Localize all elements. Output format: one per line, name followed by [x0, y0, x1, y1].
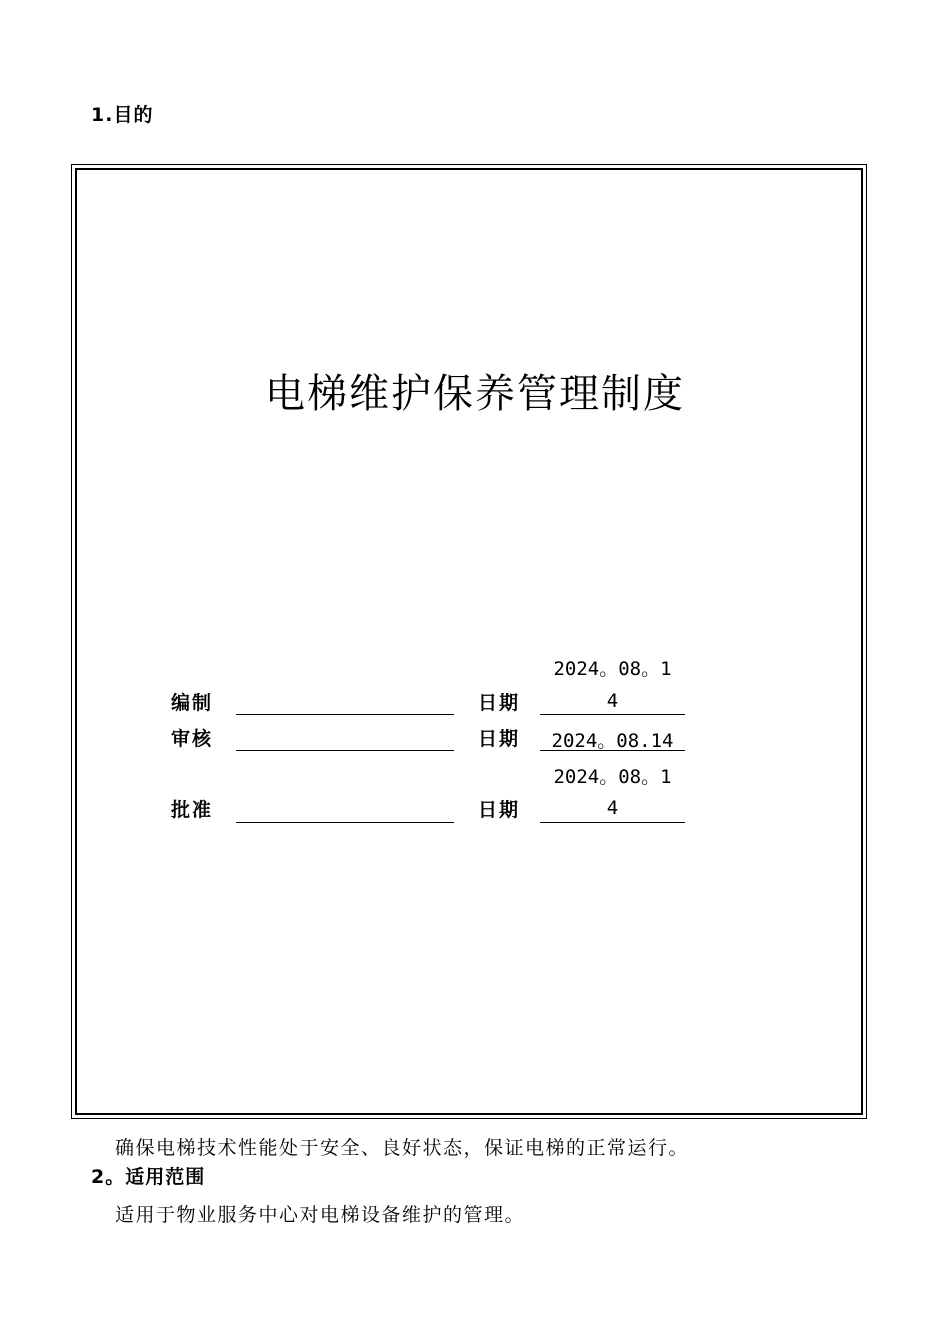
row-label-approve: 批准: [171, 799, 214, 821]
approve-date-value-line1: 2024。08。1: [553, 766, 672, 788]
compile-date-value-line1: 2024。08。1: [553, 658, 672, 680]
section-1-text: 确保电梯技术性能处于安全、良好状态，保证电梯的正常运行。: [115, 1137, 690, 1159]
review-date-label: 日期: [478, 728, 521, 750]
section-2-heading: 2。适用范围: [91, 1166, 206, 1188]
review-date-line: [540, 750, 685, 751]
cover-frame: [71, 164, 867, 1119]
document-title: 电梯维护保养管理制度: [265, 371, 685, 417]
review-signature-line[interactable]: [236, 750, 454, 751]
approve-date-label: 日期: [478, 799, 521, 821]
approve-date-line: [540, 822, 685, 823]
cover-inner-border: [75, 168, 863, 1115]
compile-date-value-line2: 4: [606, 690, 619, 712]
section-2-text: 适用于物业服务中心对电梯设备维护的管理。: [115, 1204, 526, 1226]
row-label-review: 审核: [171, 728, 214, 750]
compile-signature-line[interactable]: [236, 714, 454, 715]
compile-date-label: 日期: [478, 692, 521, 714]
approve-date-value-line2: 4: [606, 797, 619, 819]
row-label-compile: 编制: [171, 692, 214, 714]
compile-date-line: [540, 714, 685, 715]
review-date-value: 2024。08.14: [551, 730, 674, 752]
section-1-heading: 1.目的: [91, 104, 154, 126]
approve-signature-line[interactable]: [236, 822, 454, 823]
